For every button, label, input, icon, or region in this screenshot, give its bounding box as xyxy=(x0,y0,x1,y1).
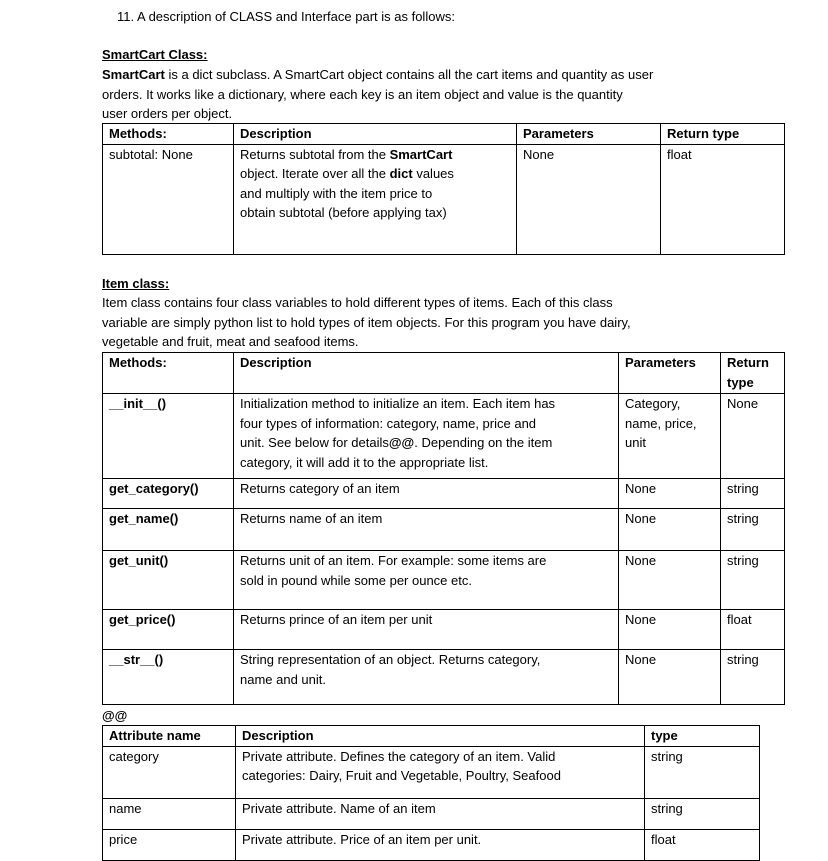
table-row xyxy=(103,746,760,798)
table-row xyxy=(103,610,785,650)
text: Returns unit of an item. For example: some items are xyxy=(240,553,547,568)
text: four types of information: category, name, price and xyxy=(240,415,537,431)
description-cell xyxy=(234,509,619,551)
method-cell: __str__() xyxy=(103,650,234,705)
text: name and unit. xyxy=(240,671,327,687)
table-row xyxy=(103,479,785,509)
header-cell: Description xyxy=(236,726,645,747)
return-type-cell: float xyxy=(661,144,785,254)
return-type-cell: float xyxy=(721,610,785,650)
bold-text: SmartCart xyxy=(102,67,165,82)
attribute-name-cell: category xyxy=(103,746,236,798)
text: . Depending on the item xyxy=(414,435,553,450)
header-cell: type xyxy=(645,726,760,747)
smartcart-paragraph xyxy=(102,65,653,124)
parameters-cell: None xyxy=(619,551,721,610)
return-type-cell: string xyxy=(721,551,785,610)
method-cell: get_category() xyxy=(103,479,234,509)
table-header-row xyxy=(103,726,760,747)
description-cell xyxy=(236,746,645,798)
text: name, price, xyxy=(625,415,697,431)
text: object. Iterate over all the xyxy=(240,166,390,181)
method-cell: get_price() xyxy=(103,610,234,650)
table-header-row xyxy=(103,353,785,394)
method-cell: subtotal: None xyxy=(103,144,234,254)
text: Private attribute. Price of an item per unit. xyxy=(242,831,482,847)
table-header-row xyxy=(103,124,785,145)
attribute-name-cell: name xyxy=(103,798,236,829)
text: and multiply with the item price to xyxy=(240,185,433,201)
bold-text: @@ xyxy=(388,435,415,450)
table-row xyxy=(103,509,785,551)
bold-text: SmartCart xyxy=(389,146,453,162)
text: Return xyxy=(727,355,769,370)
text: variable are simply python list to hold types of item objects. For this program you have dairy, xyxy=(102,314,631,330)
header-cell xyxy=(721,353,785,394)
method-cell: __init__() xyxy=(103,394,234,479)
description-cell xyxy=(234,551,619,610)
text: obtain subtotal (before applying tax) xyxy=(240,205,447,220)
text: categories: Dairy, Fruit and Vegetable, Poultry, Seafood xyxy=(242,768,561,783)
smartcart-methods-table xyxy=(102,123,785,255)
description-cell xyxy=(234,394,619,479)
parameters-cell: None xyxy=(619,509,721,551)
return-type-cell: string xyxy=(721,650,785,705)
description-cell xyxy=(236,829,645,860)
parameters-cell: None xyxy=(619,650,721,705)
description-cell xyxy=(234,479,619,509)
header-cell: Description xyxy=(234,353,619,394)
attributes-table xyxy=(102,725,760,861)
bold-text: dict xyxy=(389,166,413,181)
description-cell xyxy=(234,144,517,254)
text: orders. It works like a dictionary, where each key is an item object and value is the quantity xyxy=(102,86,623,102)
text: user orders per object. xyxy=(102,106,233,121)
type-cell: string xyxy=(645,746,760,798)
text: values xyxy=(412,166,454,181)
header-cell: Description xyxy=(234,124,517,145)
details-marker: @@ xyxy=(102,708,128,723)
table-row xyxy=(103,650,785,705)
table-row xyxy=(103,829,760,860)
method-cell: get_name() xyxy=(103,509,234,551)
method-cell: get_unit() xyxy=(103,551,234,610)
text: Returns prince of an item per unit xyxy=(240,612,433,627)
item-methods-table xyxy=(102,352,785,705)
return-type-cell: string xyxy=(721,479,785,509)
parameters-cell: None xyxy=(619,610,721,650)
type-cell: float xyxy=(645,829,760,860)
table-row xyxy=(103,144,785,254)
type-cell: string xyxy=(645,798,760,829)
header-cell: Parameters xyxy=(619,353,721,394)
text: Returns subtotal from the xyxy=(240,146,390,162)
parameters-cell xyxy=(619,394,721,479)
intro-text: 11. A description of CLASS and Interface part is as follows: xyxy=(117,9,455,24)
text: unit xyxy=(625,435,646,450)
text: Private attribute. Name of an item xyxy=(242,800,436,816)
description-cell xyxy=(236,798,645,829)
text: Item class contains four class variables to hold different types of items. Each of this class xyxy=(102,295,613,310)
smartcart-heading: SmartCart Class: xyxy=(102,47,208,62)
text: sold in pound while some per ounce etc. xyxy=(240,572,472,588)
header-cell: Methods: xyxy=(103,353,234,394)
text: Initialization method to initialize an item. Each item has xyxy=(240,396,556,411)
text: type xyxy=(727,374,754,390)
table-row xyxy=(103,394,785,479)
table-row xyxy=(103,798,760,829)
header-cell: Parameters xyxy=(517,124,661,145)
text: unit. See below for details xyxy=(240,435,389,450)
table-row xyxy=(103,551,785,610)
text: Category, xyxy=(625,396,681,411)
text: String representation of an object. Returns category, xyxy=(240,652,541,667)
parameters-cell: None xyxy=(619,479,721,509)
attribute-name-cell: price xyxy=(103,829,236,860)
return-type-cell: None xyxy=(721,394,785,479)
return-type-cell: string xyxy=(721,509,785,551)
text: vegetable and fruit, meat and seafood items. xyxy=(102,334,359,349)
parameters-cell: None xyxy=(517,144,661,254)
text: Private attribute. Defines the category of an item. Valid xyxy=(242,748,556,764)
text: is a dict subclass. A SmartCart object contains all the cart items and quantity as user xyxy=(164,67,654,82)
description-cell xyxy=(234,610,619,650)
header-cell: Return type xyxy=(661,124,785,145)
text: category, it will add it to the appropriate list. xyxy=(240,454,489,470)
header-cell: Attribute name xyxy=(103,726,236,747)
header-cell: Methods: xyxy=(103,124,234,145)
item-heading: Item class: xyxy=(102,276,170,291)
text: Returns category of an item xyxy=(240,481,400,496)
text: Returns name of an item xyxy=(240,511,383,526)
description-cell xyxy=(234,650,619,705)
item-paragraph xyxy=(102,293,631,352)
